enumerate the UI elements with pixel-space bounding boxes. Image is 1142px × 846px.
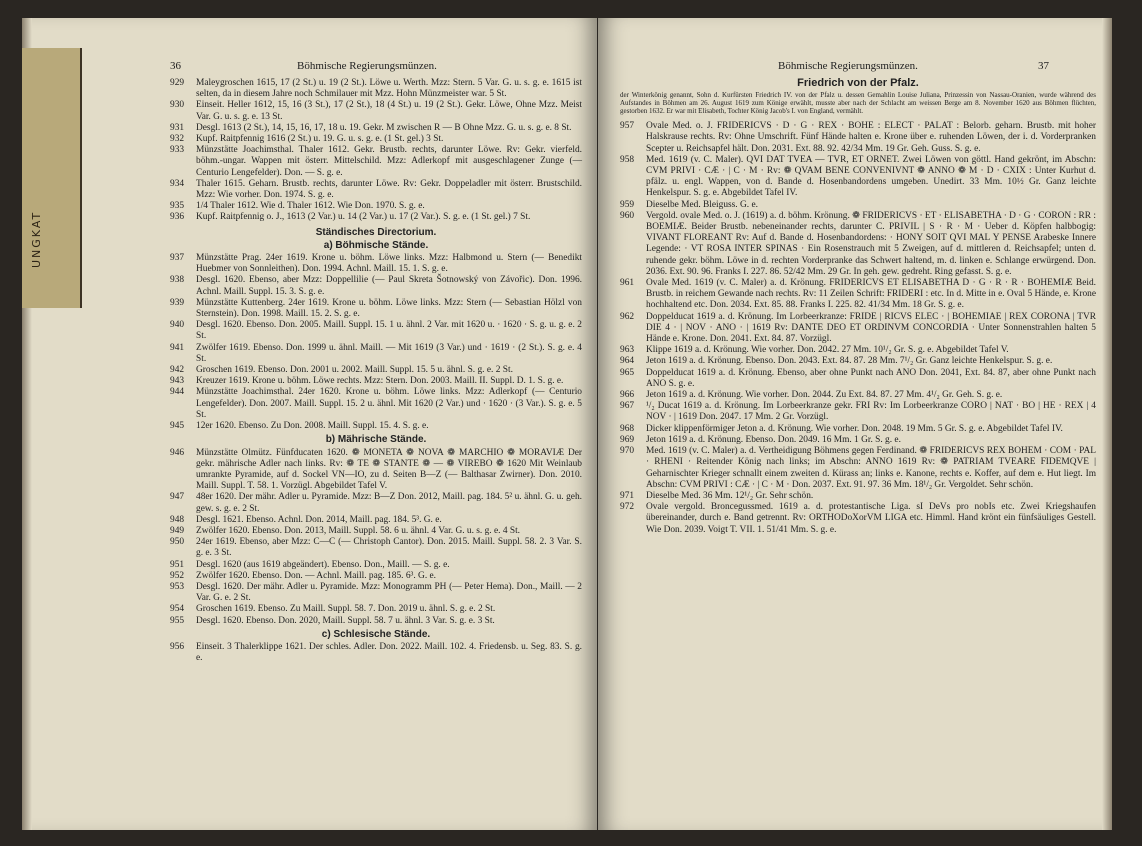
catalog-entry	[620, 278, 1096, 312]
entry-text: Desgl. 1620. Ebenso, aber Mzz: Doppellilie (— Paul Skreta Šotnowský von Závořic). Don. 1996. Achnl. Maill. Suppl. 15. 3. S. g. e.	[196, 275, 582, 297]
catalog-entry	[170, 421, 582, 432]
page-number: 36	[170, 60, 181, 72]
entry-number: 958	[620, 154, 635, 165]
entry-text: Med. 1619 (v. C. Maler) a. d. Vertheidigung Böhmens gegen Ferdinand. ❁ FRIDERICVS REX BOHEM · COM · PAL · RHENI · Reitender König nach links; im Abschn: ANNO 1619 Rv: ❁ PATRIAM TVEARE FIDEMQVE | Geharnischter Krieger schnallt einem zweiten d. Kürass an; links e. Kanone, rechts e. Koffer, auf dem e. Hut liegt. Im Abschn: CVM PRIVI : CÆ · | C · M · Don. 2037. Ext. 91. 97. 36 Mm. 18¹/₂ Gr. Vergoldet. Sehr schön.	[646, 446, 1096, 490]
entry-number: 945	[170, 421, 185, 432]
entry-number: 963	[620, 345, 635, 356]
catalog-entry	[620, 356, 1096, 367]
catalog-entry	[170, 604, 582, 615]
entry-text: Dicker klippenförmiger Jeton a. d. Krönung. Wie vorher. Don. 2048. 19 Mm. 5 Gr. S. g. e. Abgebildet Tafel IV.	[646, 423, 1063, 434]
entry-text: Klippe 1619 a. d. Krönung. Wie vorher. Don. 2042. 27 Mm. 10¹/₂ Gr. S. g. e. Abgebildet Tafel V.	[646, 345, 1009, 356]
entry-text: Ovale vergold. Broncegussmed. 1619 a. d. protestantische Liga. sI DeVs pro nobIs etc. Zwei Kriegshaufen übereinander, durch e. Band getrennt. Rv: ORTHODoXorVM LIGA etc. Himml. Hand krönt ein fünfsäuliges Gestell. Wie Don. 2039. Voigt T. VII. 1. 51/41 Mm. S. g. e.	[646, 502, 1096, 535]
entry-text: Münzstätte Joachimsthal. Thaler 1612. Gekr. Brustb. rechts, darunter Löwe. Rv: Gekr. vierfeld. böhm.-ungar. Wappen mit österr. Mittelschild. Mzz: Adlerkopf mit ausgeschlagener Zunge (— Centurio Lengefelder). Don. — S. g. e.	[196, 145, 582, 178]
entry-number: 942	[170, 365, 185, 376]
entry-number: 933	[170, 145, 185, 156]
right-content	[620, 78, 1096, 536]
catalog-entry	[170, 134, 582, 145]
catalog-entry	[170, 123, 582, 134]
entry-number: 972	[620, 502, 635, 513]
entry-text: Med. 1619 (v. C. Maler). QVI DAT TVEA — TVR, ET ORNET. Zwei Löwen von göttl. Hand gekrönt, im Abschn: CVM PRIVI · CÆ · | C · M · Rv: ❁ QVAM BENE CONVENIVNT ❁ ANNO ❁ M · D · CXIX : Unter Kurhut d. pfälz. u. engl. Wappen, von d. Bande d. Hosenbandordens umgeben. Unedirt. 33 Mm. 10½ Gr. Ganz leichte Henkelspur. S. g. e. Abgebildet Tafel IV.	[646, 154, 1096, 199]
entry-number: 951	[170, 559, 185, 570]
entry-number: 950	[170, 537, 185, 548]
catalog-entry	[170, 526, 582, 537]
entry-list-d	[170, 642, 582, 664]
catalog-entry	[170, 515, 582, 526]
entry-list-b	[170, 253, 582, 432]
entry-number: 940	[170, 320, 185, 331]
entry-number: 935	[170, 201, 185, 212]
entry-text: Münzstätte Prag. 24er 1619. Krone u. böhm. Löwe links. Mzz: Halbmond u. Stern (— Benedikt Huebmer von Sonnleithen). Don. 1994. Achnl. Maill. 15. 1. S. g. e.	[196, 253, 582, 275]
entry-text: Münzstätte Olmütz. Fünfducaten 1620. ❁ MONETA ❁ NOVA ❁ MARCHIO ❁ MORAVIÆ Der gekr. mährische Adler nach links. Rv: ❁ TE ❁ STANTE ❁ — ❁ VIREBO ❁ 1620 Mit Weinlaub umrankte Pyramide, auf d. Sockel VN—IO, zu d. Seiten B—Z (— Balthasar Zwirner). Don. 2010. Maill. Suppl. T. 58. 1. Vorzügl. Abgebildet Tafel V.	[196, 447, 582, 492]
entry-number: 952	[170, 570, 185, 581]
entry-text: Einseit. 3 Thalerklippe 1621. Der schles. Adler. Don. 2022. Maill. 102. 4. Friedensb. u. Seg. 83. S. g. e.	[196, 641, 582, 664]
entry-number: 931	[170, 122, 185, 133]
catalog-entry	[170, 571, 582, 582]
entry-text: 1/4 Thaler 1612. Wie d. Thaler 1612. Wie Don. 1970. S. g. e.	[196, 201, 425, 212]
catalog-entry	[620, 502, 1096, 536]
entry-text: Jeton 1619 a. d. Krönung. Ebenso. Don. 2049. 16 Mm. 1 Gr. S. g. e.	[646, 434, 901, 445]
catalog-entry	[170, 616, 582, 627]
binding-label: UNGKAT	[30, 210, 43, 268]
catalog-entry	[170, 78, 582, 100]
catalog-entry	[620, 345, 1096, 356]
entry-text: Zwölfer 1620. Ebenso. Don. — Achnl. Maill. pag. 185. 6³. G. e.	[196, 570, 437, 581]
catalog-entry	[170, 100, 582, 122]
catalog-entry	[170, 320, 582, 342]
entry-number: 934	[170, 178, 185, 189]
left-page	[22, 18, 597, 830]
entry-number: 937	[170, 253, 185, 264]
entry-text: Zwölfer 1619. Ebenso. Don. 1999 u. ähnl. Maill. — Mit 1619 (3 Var.) und · 1619 · (2 St.). S. g. e. 4 St.	[196, 342, 582, 364]
entry-number: 965	[620, 367, 635, 378]
entry-text: Desgl. 1620. Ebenso. Don. 2020, Maill. Suppl. 58. 7 u. ähnl. 3 Var. S. g. e. 3 St.	[196, 615, 495, 626]
entry-text: Doppelducat 1619 a. d. Krönung. Ebenso, aber ohne Punkt nach ANO Don. 2041, Ext. 84. 87, aber ohne Punkt nach ANO S. g. e.	[646, 367, 1096, 389]
entry-text: Kupf. Raitpfennig 1616 (2 St.) u. 19. G. u. s. g. e. (1 St. gel.) 3 St.	[196, 134, 444, 145]
entry-list-c	[170, 448, 582, 627]
entry-text: Dieselbe Med. Bleiguss. G. e.	[646, 199, 758, 210]
entry-text: Jeton 1619 a. d. Krönung. Wie vorher. Don. 2044. Zu Ext. 84. 87. 27 Mm. 4¹/₂ Gr. Geh. S. g. e.	[646, 390, 1003, 401]
entry-number: 959	[620, 199, 635, 210]
entry-number: 936	[170, 212, 185, 223]
section-title: Ständisches Directorium.	[315, 226, 437, 238]
entry-number: 962	[620, 311, 635, 322]
entry-text: 12er 1620. Ebenso. Zu Don. 2008. Maill. Suppl. 15. 4. S. g. e.	[196, 421, 429, 432]
catalog-entry	[170, 201, 582, 212]
entry-text: Zwölfer 1620. Ebenso. Don. 2013, Maill. Suppl. 58. 6 u. ähnl. 4 Var. G. u. s. g. e. 4 St.	[196, 525, 521, 536]
entry-number: 969	[620, 434, 635, 445]
page-edge	[1102, 18, 1112, 830]
catalog-entry	[620, 200, 1096, 211]
catalog-entry	[170, 179, 582, 201]
entry-number: 960	[620, 210, 635, 221]
catalog-entry	[170, 582, 582, 604]
entry-number: 970	[620, 446, 635, 457]
entry-text: Desgl. 1621. Ebenso. Achnl. Don. 2014, Maill. pag. 184. 5³. G. e.	[196, 514, 442, 525]
ruler-title: Friedrich von der Pfalz.	[797, 77, 919, 89]
entry-text: Groschen 1619. Ebenso. Don. 2001 u. 2002. Maill. Suppl. 15. 5 u. ähnl. S. g. e. 2 St.	[196, 365, 513, 376]
catalog-entry	[620, 121, 1096, 155]
entry-number: 949	[170, 525, 185, 536]
entry-number: 956	[170, 641, 185, 652]
entry-number: 964	[620, 356, 635, 367]
catalog-entry	[620, 312, 1096, 346]
entry-number: 938	[170, 275, 185, 286]
subsection-title: a) Böhmische Stände.	[323, 239, 429, 251]
binding-strip	[22, 48, 82, 308]
subsection-title: b) Mährische Stände.	[325, 434, 427, 446]
entry-number: 967	[620, 401, 635, 412]
right-page	[598, 18, 1112, 830]
entry-text: 24er 1619. Ebenso, aber Mzz: C—C (— Christoph Cantor). Don. 2015. Maill. Suppl. 58. 2. 3 Var. S. g. e. 3 St.	[196, 537, 582, 559]
entry-number: 971	[620, 490, 635, 501]
entry-number: 932	[170, 134, 185, 145]
entry-list-right	[620, 121, 1096, 536]
catalog-entry	[170, 560, 582, 571]
catalog-entry	[620, 446, 1096, 491]
entry-number: 946	[170, 447, 185, 458]
entry-text: Vergold. ovale Med. o. J. (1619) a. d. böhm. Krönung. ❁ FRIDERICVS · ET · ELISABETHA · D · G · CORON : RR : BOEMIÆ. Beider Brustb. nebeneinander rechts, darunter C. PRIVIL | S · R · M · Ueber d. Köpfen halbbogig: VIVANT FLOREANT Rv: Auf d. Bande d. Hosenbandordens: · HONY SOIT QVI MAL Y PENSE Arabeske Innere Legende: · VT ROSA INTER SPINAS · Ein Rosenstrauch mit 5 Zweigen, auf d. mittleren d. Reichsapfel; unten d. ruhende gekr. böhm. Löwe in d. rechten Vorderpranke das Schwert haltend, m. d. linken e. Schlange erwürgend. Don. 2036. Ext. 90. 96. Franks I. 227. 86. 52/42 Mm. 29 Gr. In geh. gew. gedreht. Ring gefasst. S. g. e.	[646, 210, 1096, 277]
entry-text: Desgl. 1613 (2 St.), 14, 15, 16, 17, 18 u. 19. Gekr. M zwischen R — B Ohne Mzz. G. u. s. g. e. 8 St.	[196, 122, 572, 133]
catalog-entry	[170, 642, 582, 664]
catalog-entry	[620, 211, 1096, 278]
entry-text: Groschen 1619. Ebenso. Zu Maill. Suppl. 58. 7. Don. 2019 u. ähnl. S. g. e. 2 St.	[196, 604, 496, 615]
entry-text: Thaler 1615. Geharn. Brustb. rechts, darunter Löwe. Rv: Gekr. Doppeladler mit österr. Brustschild. Mzz: Wie vorher. Don. 1974. S. g. e.	[196, 178, 582, 201]
entry-text: Desgl. 1620. Der mähr. Adler u. Pyramide. Mzz: Monogramm PH (— Peter Hema). Don., Maill. — 2 Var. G. e. 2 St.	[196, 581, 582, 604]
catalog-entry	[170, 343, 582, 365]
subsection-title: c) Schlesische Stände.	[321, 628, 431, 640]
entry-number: 941	[170, 342, 185, 353]
entry-number: 955	[170, 615, 185, 626]
entry-number: 968	[620, 423, 635, 434]
entry-number: 929	[170, 78, 185, 88]
catalog-entry	[620, 368, 1096, 390]
entry-text: Jeton 1619 a. d. Krönung. Ebenso. Don. 2043. Ext. 84. 87. 28 Mm. 7¹/₂ Gr. Ganz leichte Henkelspur. S. g. e.	[646, 356, 1053, 367]
entry-number: 954	[170, 604, 185, 615]
catalog-entry	[170, 298, 582, 320]
entry-number: 944	[170, 387, 185, 398]
entry-text: 48er 1620. Der mähr. Adler u. Pyramide. Mzz: B—Z Don. 2012, Maill. pag. 184. 5² u. ähnl. G. u. geh. gew. s. g. e. 2 St.	[196, 492, 582, 514]
entry-text: Einseit. Heller 1612, 15, 16 (3 St.), 17 (2 St.), 18 (4 St.) u. 19 (2 St.). Gekr. Löwe, Ohne Mzz. Meist Var. G. u. s. g. e. 13 St.	[196, 100, 582, 122]
entry-text: Kreuzer 1619. Krone u. böhm. Löwe rechts. Mzz: Stern. Don. 2003. Maill. II. Suppl. D. 1. S. g. e.	[196, 376, 564, 387]
running-head: Böhmische Regierungsmünzen.	[778, 60, 918, 72]
catalog-entry	[620, 401, 1096, 423]
entry-text: Maleygroschen 1615, 17 (2 St.) u. 19 (2 St.). Löwe u. Werth. Mzz: Stern. 5 Var. G. u. s. g. e. 1615 ist selten, da in diesem Jahre noch Schmilauer mit Mzz. Hohn Münzmeister war. 5 St.	[196, 78, 582, 100]
catalog-entry	[170, 365, 582, 376]
entry-text: Münzstätte Joachimsthal. 24er 1620. Krone u. böhm. Löwe links. Mzz: Adlerkopf (— Centurio Lengefelder). Don. 2007. Maill. Suppl. 15. 2 u. ähnl. Mit 1620 (2 Var.) und · 1620 · (3 Var.). S. g. e. 5 St.	[196, 387, 582, 420]
entry-text: Doppelducat 1619 a. d. Krönung. Im Lorbeerkranze: FRIDE | RICVS ELEC · | BOHEMIAE | REX CORONA | TVR DIE 4 · | NOV · ANO · | 1619 Rv: DANTE DEO ET ORDINVM CONCORDIA · Unter Sonnenstrahlen halten 5 Hände e. Krone. Don. 2041. Ext. 84. 87. Vorzügl.	[646, 311, 1096, 345]
catalog-entry	[170, 492, 582, 514]
catalog-entry	[620, 155, 1096, 200]
entry-number: 930	[170, 100, 185, 111]
entry-text: Münzstätte Kuttenberg. 24er 1619. Krone u. böhm. Löwe links. Mzz: Stern (— Sebastian Hölzl von Sternstein). Don. 1998. Maill. 15. 2. S. g. e.	[196, 297, 582, 320]
catalog-entry	[170, 253, 582, 275]
catalog-entry	[620, 491, 1096, 502]
catalog-entry	[170, 145, 582, 179]
entry-number: 939	[170, 297, 185, 308]
entry-text: Ovale Med. 1619 (v. C. Maler) a. d. Krönung. FRIDERICVS ET ELISABETHA D · G · R · R · BOHEMIÆ Beid. Brustb. in reichem Gewande nach rechts. Rv: 11 Zeilen Schrift: FRIDERI : etc. In d. Mitte in e. Oval 5 Hände, e. Krone hochhaltend etc. Don. 2034. Ext. 85. 88. Franks I. 225. 82. 41/34 Mm. 18 Gr. S. g. e.	[646, 278, 1096, 311]
catalog-entry	[170, 212, 582, 223]
entry-number: 947	[170, 492, 185, 503]
entry-number: 948	[170, 514, 185, 525]
catalog-entry	[170, 275, 582, 297]
entry-text: Kupf. Raitpfennig o. J., 1613 (2 Var.) u. 14 (2 Var.) u. 17 (2 Var.). S. g. e. (1 St. gel.) 7 St.	[196, 212, 531, 223]
catalog-entry	[170, 387, 582, 421]
running-head: Böhmische Regierungsmünzen.	[297, 60, 437, 72]
page-number: 37	[1038, 60, 1049, 72]
ruler-intro: der Winterkönig genannt, Sohn d. Kurfürsten Friedrich IV. von der Pfalz u. dessen Gemahlin Louise Juliana, Prinzessin von Nassau-Oranien, wurde während des Aufstandes in Böhmen am 26. August 1619 zum Könige erwählt, musste aber nach der Schlacht am weissen Berge am 8. November 1620 aus Böhmen flüchten, gestorben 1632. Er war mit Elisabeth, Tochter König Jacob's I. von England, vermählt.	[620, 91, 1096, 116]
entry-number: 966	[620, 390, 635, 401]
catalog-entry	[170, 537, 582, 559]
catalog-entry	[620, 435, 1096, 446]
entry-number: 957	[620, 121, 635, 132]
entry-list-a	[170, 78, 582, 224]
entry-number: 961	[620, 278, 635, 289]
catalog-entry	[170, 376, 582, 387]
entry-text: Dieselbe Med. 36 Mm. 12¹/₂ Gr. Sehr schön.	[646, 490, 814, 501]
catalog-entry	[620, 424, 1096, 435]
entry-number: 953	[170, 581, 185, 592]
catalog-entry	[620, 390, 1096, 401]
left-content	[170, 78, 582, 664]
entry-number: 943	[170, 376, 185, 387]
catalog-entry	[170, 448, 582, 493]
entry-text: Ovale Med. o. J. FRIDERICVS · D · G · REX · BOHE : ELECT · PALAT : Belorb. geharn. Brustb. mit hoher Halskrause rechts. Rv: Ohne Umschrift. Fünf Hände halten e. Krone über e. ruhenden Löwen, der i. d. Vorderpranken Scepter u. Reichsapfel hält. Don. 2031. Ext. 88. 92. 42/34 Mm. 19 Gr. Geh. Guss. S. g. e.	[646, 121, 1096, 154]
entry-text: Desgl. 1620. Ebenso. Don. 2005. Maill. Suppl. 15. 1 u. ähnl. 2 Var. mit 1620 u. · 1620 · S. g. u. g. e. 2 St.	[196, 320, 582, 342]
entry-text: ¹/₂ Ducat 1619 a. d. Krönung. Im Lorbeerkranze gekr. FRI Rv: Im Lorbeerkranze CORO | NAT · BO | HE · REX | 4 NOV · | 1619 Don. 2047. 17 Mm. 2 Gr. Vorzügl.	[646, 401, 1096, 423]
entry-text: Desgl. 1620 (aus 1619 abgeändert). Ebenso. Don., Maill. — S. g. e.	[196, 559, 450, 570]
